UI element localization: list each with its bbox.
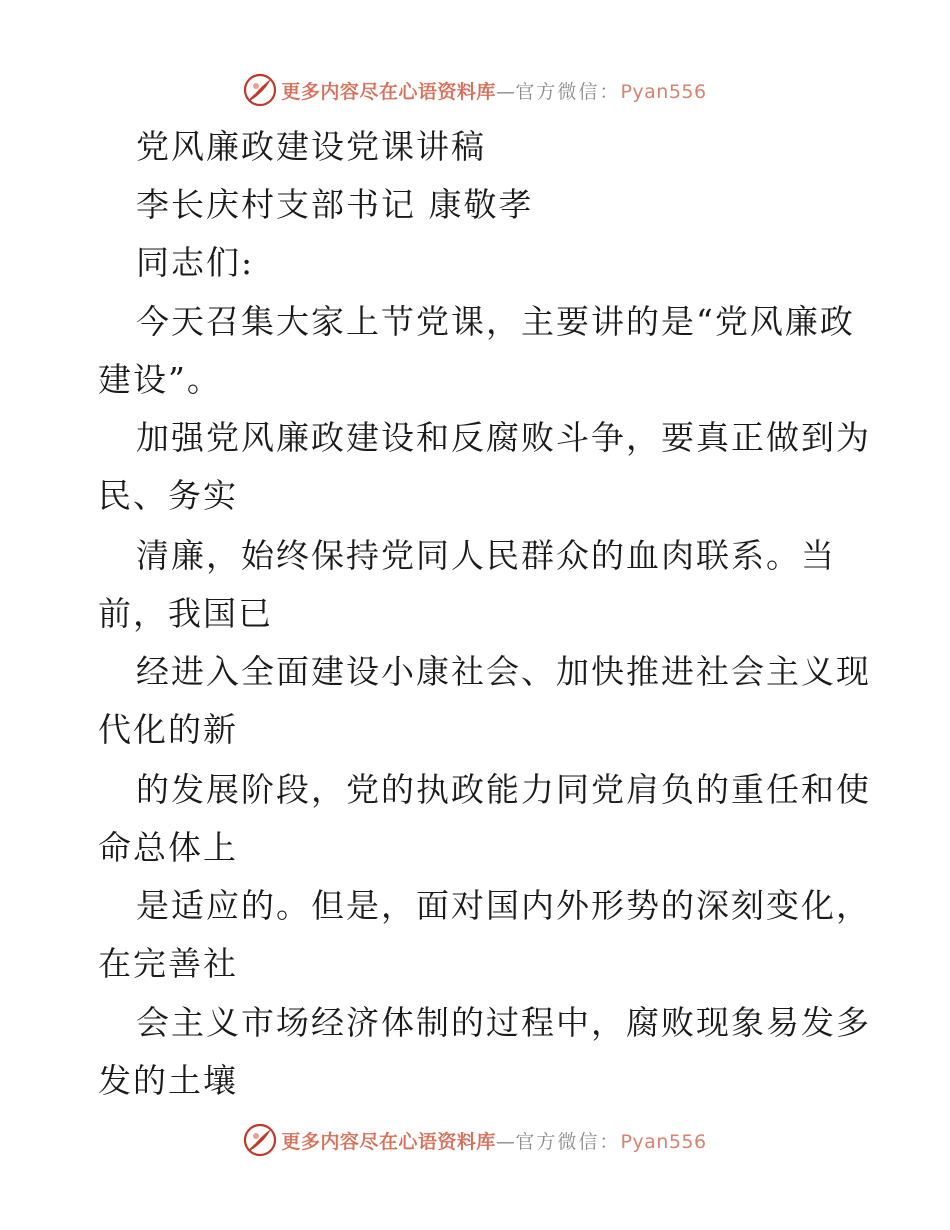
- watermark-dash: —: [495, 1130, 516, 1153]
- watermark-wechat-label: 官方微信：: [515, 1130, 621, 1153]
- document-author: 李长庆村支部书记 康敬孝: [136, 185, 534, 224]
- bottom-watermark-banner: [0, 1120, 950, 1160]
- paragraph-line: 代化的新: [98, 710, 238, 749]
- document-title: 党风廉政建设党课讲稿: [136, 127, 486, 166]
- paragraph-line: 发的土壤: [98, 1061, 238, 1100]
- paragraph-line: 今天召集大家上节党课，主要讲的是“党风廉政: [136, 302, 855, 341]
- paragraph-line: 民、务实: [98, 476, 238, 515]
- watermark-wechat-label: 官方微信：: [515, 80, 621, 103]
- watermark-site-text: 更多内容尽在心语资料库: [281, 1130, 496, 1153]
- paragraph-line: 经进入全面建设小康社会、加快推进社会主义现: [136, 652, 871, 691]
- document-salutation: 同志们:: [136, 243, 255, 282]
- watermark-text: [281, 77, 706, 104]
- paragraph-line: 会主义市场经济体制的过程中，腐败现象易发多: [136, 1003, 871, 1042]
- paragraph-line: 前，我国已: [98, 594, 273, 633]
- top-watermark-banner: [0, 70, 950, 110]
- paragraph-line: 的发展阶段，党的执政能力同党肩负的重任和使: [136, 770, 871, 809]
- paragraph-line: 加强党风廉政建设和反腐败斗争，要真正做到为: [136, 418, 871, 457]
- paragraph-line: 建设”。: [98, 360, 222, 399]
- paragraph-line: 清廉，始终保持党同人民群众的血肉联系。当: [136, 536, 836, 575]
- watermark-wechat-id: Pyan556: [620, 1130, 707, 1153]
- watermark-site-text: 更多内容尽在心语资料库: [281, 80, 496, 103]
- watermark-dash: —: [495, 80, 516, 103]
- paragraph-line: 在完善社: [98, 944, 238, 983]
- watermark-wechat-id: Pyan556: [620, 80, 707, 103]
- quill-pen-icon: [243, 1123, 277, 1157]
- paragraph-line: 命总体上: [98, 828, 238, 867]
- quill-pen-icon: [243, 73, 277, 107]
- paragraph-line: 是适应的。但是，面对国内外形势的深刻变化，: [136, 886, 871, 925]
- watermark-text: [281, 1127, 706, 1154]
